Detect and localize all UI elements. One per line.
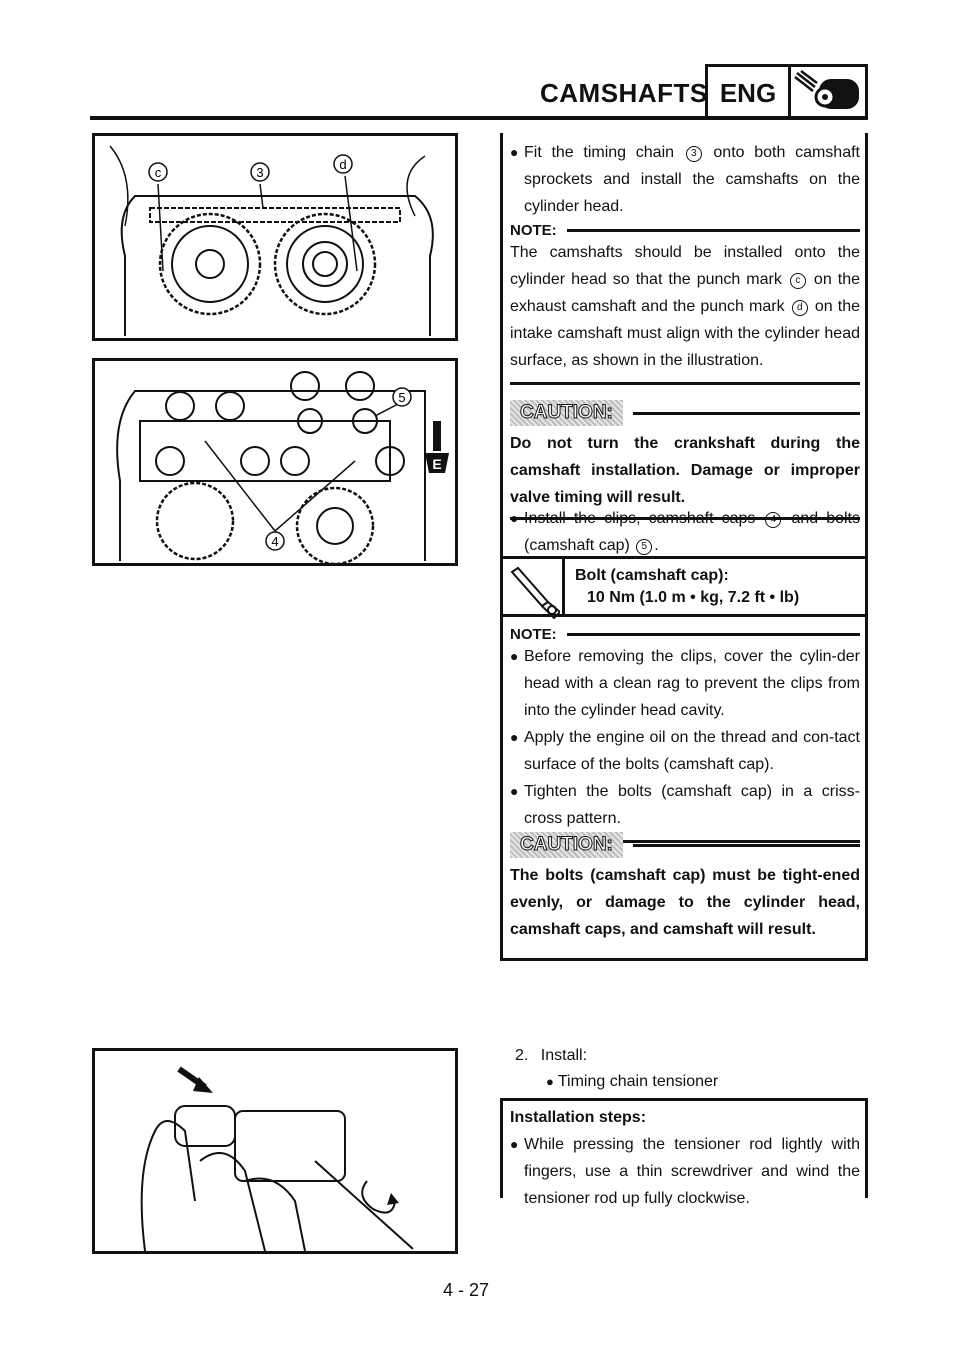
fig1-label-d: d: [339, 157, 347, 172]
fig1-label-c: c: [154, 165, 162, 180]
note-label: NOTE:: [510, 222, 557, 239]
content-box-left-border: [500, 133, 503, 958]
camshaft-figure: [92, 133, 458, 341]
header-rule-right: [788, 116, 868, 120]
note1: [510, 222, 860, 385]
header-rule: [90, 116, 790, 120]
step2-heading: [515, 1042, 587, 1069]
ref-4: 4: [765, 512, 781, 528]
caution-badge: CAUTION:: [510, 400, 623, 426]
step1-bullet: ● Fit the timing chain 3 onto both camshaft sprockets and install the camshafts on the cylinder head.: [510, 144, 860, 215]
note2-item: ● Apply the engine oil on the thread and con-tact surface of the bolts (camshaft cap).: [510, 729, 860, 773]
fig2-label-e: E: [432, 456, 442, 472]
caution2-text: The bolts (camshaft cap) must be tight-ened evenly, or damage to the cylinder head, camshaft caps, and camshaft will result.: [510, 867, 860, 938]
fig1-label-3: 3: [256, 165, 264, 180]
torque-line2: 10 Nm (1.0 m • kg, 7.2 ft • lb): [587, 589, 800, 606]
engine-wrench-icon: [788, 64, 868, 120]
caution-badge: CAUTION:: [510, 832, 623, 858]
page-number: 4 - 27: [443, 1280, 490, 1300]
caution2: [510, 832, 860, 943]
note1-text: The camshafts should be installed onto the cylinder head so that the punch mark c on the exhaust camshaft and the punch mark d on the intake camshaft must align with the cylinder head surface, as shown in the illustration.: [510, 244, 860, 369]
eng-badge: ENG: [705, 64, 791, 120]
content-box-right-border: [865, 133, 868, 958]
torque-wrench-icon: [510, 566, 560, 616]
note2-label: NOTE:: [510, 626, 557, 643]
note2-item: ● Tighten the bolts (camshaft cap) in a criss-cross pattern.: [510, 783, 860, 827]
fig2-label-5: 5: [398, 390, 406, 405]
installation-steps: [510, 1104, 860, 1212]
page-title: CAMSHAFTS: [540, 78, 708, 108]
ref-5: 5: [636, 539, 652, 555]
content-box-bottom-border: [500, 958, 868, 961]
torque-line1: Bolt (camshaft cap):: [575, 567, 729, 584]
ref-c: c: [790, 273, 806, 289]
note2: [510, 626, 860, 843]
camshaft-cap-figure: [92, 358, 458, 566]
installation-step: ● While pressing the tensioner rod lightly with fingers, use a thin screwdriver and wind the tensioner rod up fully clockwise.: [510, 1136, 860, 1207]
installation-steps-label: Installation steps:: [510, 1109, 647, 1126]
ref-3: 3: [686, 146, 702, 162]
ref-d: d: [792, 300, 808, 316]
step-number: 2.: [515, 1047, 529, 1064]
note2-item: ● Before removing the clips, cover the cylin-der head with a clean rag to prevent the clips from into the cylinder head cavity.: [510, 648, 860, 719]
step2-item: ● Timing chain tensioner: [546, 1073, 719, 1090]
torque-spec: [575, 565, 799, 609]
caution1-text: Do not turn the crankshaft during the camshaft installation. Damage or improper valve timing will result.: [510, 435, 860, 506]
tensioner-figure: [92, 1048, 458, 1254]
caution1: [510, 400, 860, 520]
step-action: Install:: [540, 1047, 588, 1064]
step1-bullet2: ● Install the clips, camshaft caps 4 and bolts (camshaft cap) 5 .: [510, 510, 860, 554]
fig2-label-4: 4: [271, 534, 279, 549]
arrow-icon: [179, 1069, 213, 1093]
